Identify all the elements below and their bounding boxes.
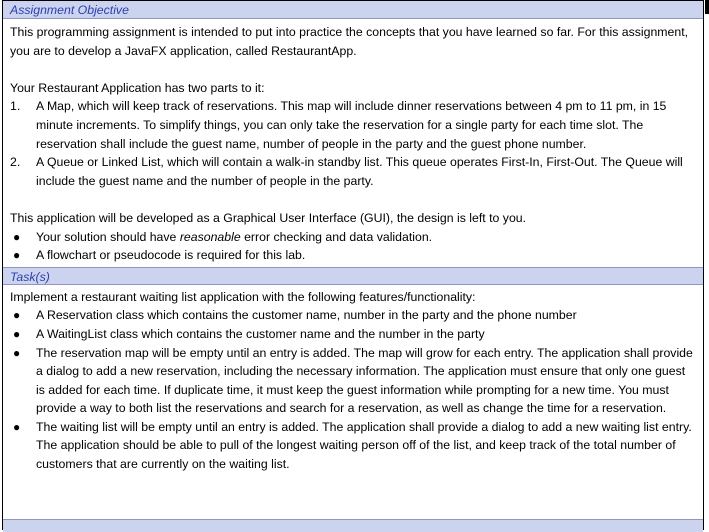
page-edge-mark: [705, 0, 709, 14]
list-item: [10, 418, 695, 474]
bullet-text: error checking and data validation.: [240, 229, 433, 244]
list-item-text: A Queue or Linked List, which will contain a walk-in standby list. This queue operates First-In, First-Out. The Queue will include the guest name and the number of people in the party.: [36, 155, 683, 188]
bullet-icon: ●: [13, 345, 21, 360]
list-item: [10, 228, 695, 247]
tasks-section: [3, 285, 703, 474]
list-item: [10, 344, 695, 418]
tasks-heading: Task(s): [3, 267, 703, 285]
bullet-text: A Reservation class which contains the customer name, number in the party and the phone number: [36, 308, 577, 323]
gui-text: This application will be developed as a Graphical User Interface (GUI), the design is left to you.: [10, 210, 527, 225]
list-number: 2.: [10, 155, 21, 170]
list-item: [10, 97, 695, 153]
next-section-header: [3, 519, 703, 532]
tasks-bullets: [10, 306, 695, 473]
bullet-text: A WaitingList class which contains the customer name and the number in the party: [36, 326, 485, 341]
list-item: [10, 306, 695, 325]
objective-section: [3, 19, 703, 265]
list-item: [10, 153, 695, 190]
list-item: [10, 325, 695, 344]
bullet-icon: ●: [13, 229, 21, 244]
bullet-text: Your solution should have: [36, 229, 180, 244]
bullet-icon: ●: [13, 419, 21, 434]
bullet-text: A flowchart or pseudocode is required for this lab.: [36, 248, 306, 263]
bullet-icon: ●: [13, 326, 21, 341]
bullet-text: The reservation map will be empty until an entry is added. The map will grow for each entry. The application shall provide a dialog to add a new reservation, including the necessary information. The application must ensure that only one guest is added for each time. If duplicate time, it must keep the guest information while prompting for a new time. You must provide a way to both list the reservations and search for a reservation, as well as change the time for a reservation.: [36, 345, 693, 416]
list-item: [10, 246, 695, 265]
objective-bullets: [10, 228, 695, 265]
list-number: 1.: [10, 99, 21, 114]
bullet-text: The waiting list will be empty until an entry is added. The application shall provide a dialog to add a new waiting list entry. The application should be able to pull of the longest waiting person off of the list, and keep track of the total number of customers that are currently on the waiting list.: [36, 419, 692, 472]
bullet-icon: ●: [13, 308, 21, 323]
parts-intro: Your Restaurant Application has two parts to it:: [10, 80, 265, 95]
bullet-icon: ●: [13, 248, 21, 263]
objective-heading: Assignment Objective: [3, 1, 703, 19]
bullet-text-italic: reasonable: [179, 229, 241, 244]
list-item-text: A Map, which will keep track of reservations. This map will include dinner reservations between 4 pm to 11 pm, in 15 minute increments. To simplify things, you can only take the reservation for a single party for each time slot. The reservation shall include the guest name, number of people in the party and the guest phone number.: [36, 99, 667, 151]
objective-intro: This programming assignment is intended to put into practice the concepts that you have learned so far. For this assignment, you are to develop a JavaFX application, called RestaurantApp.: [10, 25, 689, 58]
tasks-intro: Implement a restaurant waiting list application with the following features/functionality:: [10, 289, 476, 304]
assignment-document: [2, 0, 704, 530]
parts-list: [10, 97, 695, 190]
